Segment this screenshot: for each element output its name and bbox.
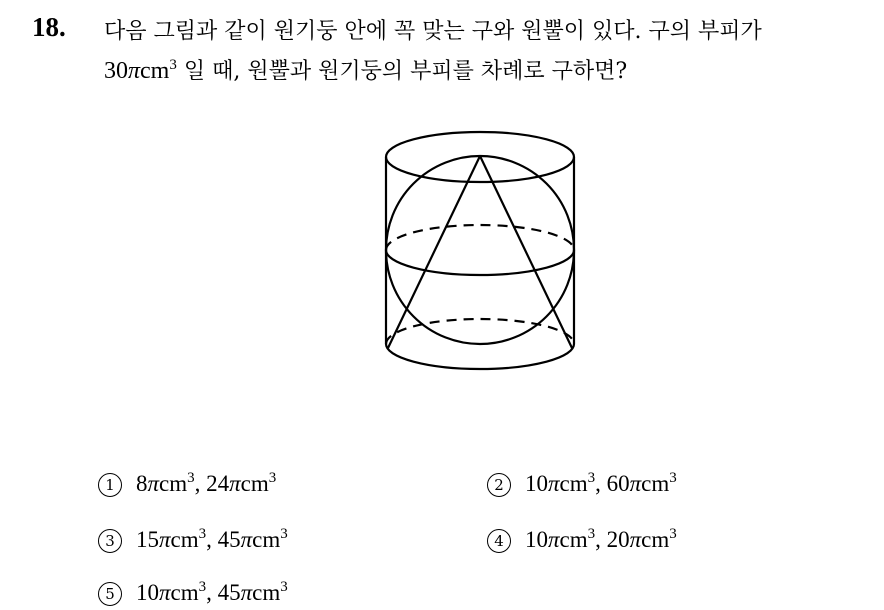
question-text-line-2 [104,54,627,85]
unit-exponent: 3 [169,57,177,73]
choice-4-value-b: 20πcm$^3$ [606,526,677,552]
choice-3-value-a: 15πcm$^3$ [136,526,207,552]
question-number: 18. [32,12,66,42]
sphere-volume-value: 30 [104,58,128,84]
choice-3-value-b: 45πcm$^3$ [217,526,288,552]
choice-1[interactable] [98,471,276,498]
choice-4-number: 4 [487,529,511,553]
choice-2-number: 2 [487,473,511,497]
question-text-line-1: 다음 그림과 같이 원기둥 안에 꼭 맞는 구와 원뿔이 있다. 구의 부피가 [104,19,762,44]
pi-symbol: π [128,58,141,84]
choice-separator: , [194,471,207,496]
choice-5-value-b: 45πcm$^3$ [217,579,288,605]
choice-separator: , [206,580,218,605]
choice-1-value-b: 24πcm$^3$ [206,470,277,496]
cylinder-sphere-cone-diagram [380,124,580,394]
choice-1-number: 1 [98,473,122,497]
cone-right-side [480,156,572,348]
choice-4-value-a: 10πcm$^3$ [525,526,596,552]
choice-2-value-a: 10πcm$^3$ [525,470,596,496]
choice-3-number: 3 [98,529,122,553]
cylinder-bottom-back-arc [386,319,574,344]
choice-2-value-b: 60πcm$^3$ [606,470,677,496]
choice-5-number: 5 [98,582,122,606]
choice-5-value-a: 10πcm$^3$ [136,579,207,605]
sphere-outline [386,156,574,344]
unit-cm: cm [140,58,170,84]
choice-separator: , [206,527,218,552]
sphere-equator-back [386,225,574,250]
sphere-volume [104,58,177,84]
choice-2[interactable] [487,471,677,498]
choice-3[interactable] [98,527,288,554]
choice-separator: , [595,527,607,552]
choice-separator: , [595,471,607,496]
question-text-rest: 일 때, 원뿔과 원기둥의 부피를 차례로 구하면? [176,59,628,84]
choice-1-value-a: 8πcm$^3$ [136,470,195,496]
choice-5[interactable] [98,580,288,607]
sphere-equator-front [386,250,574,275]
choice-4[interactable] [487,527,677,554]
cylinder-bottom-front-arc [386,344,574,369]
